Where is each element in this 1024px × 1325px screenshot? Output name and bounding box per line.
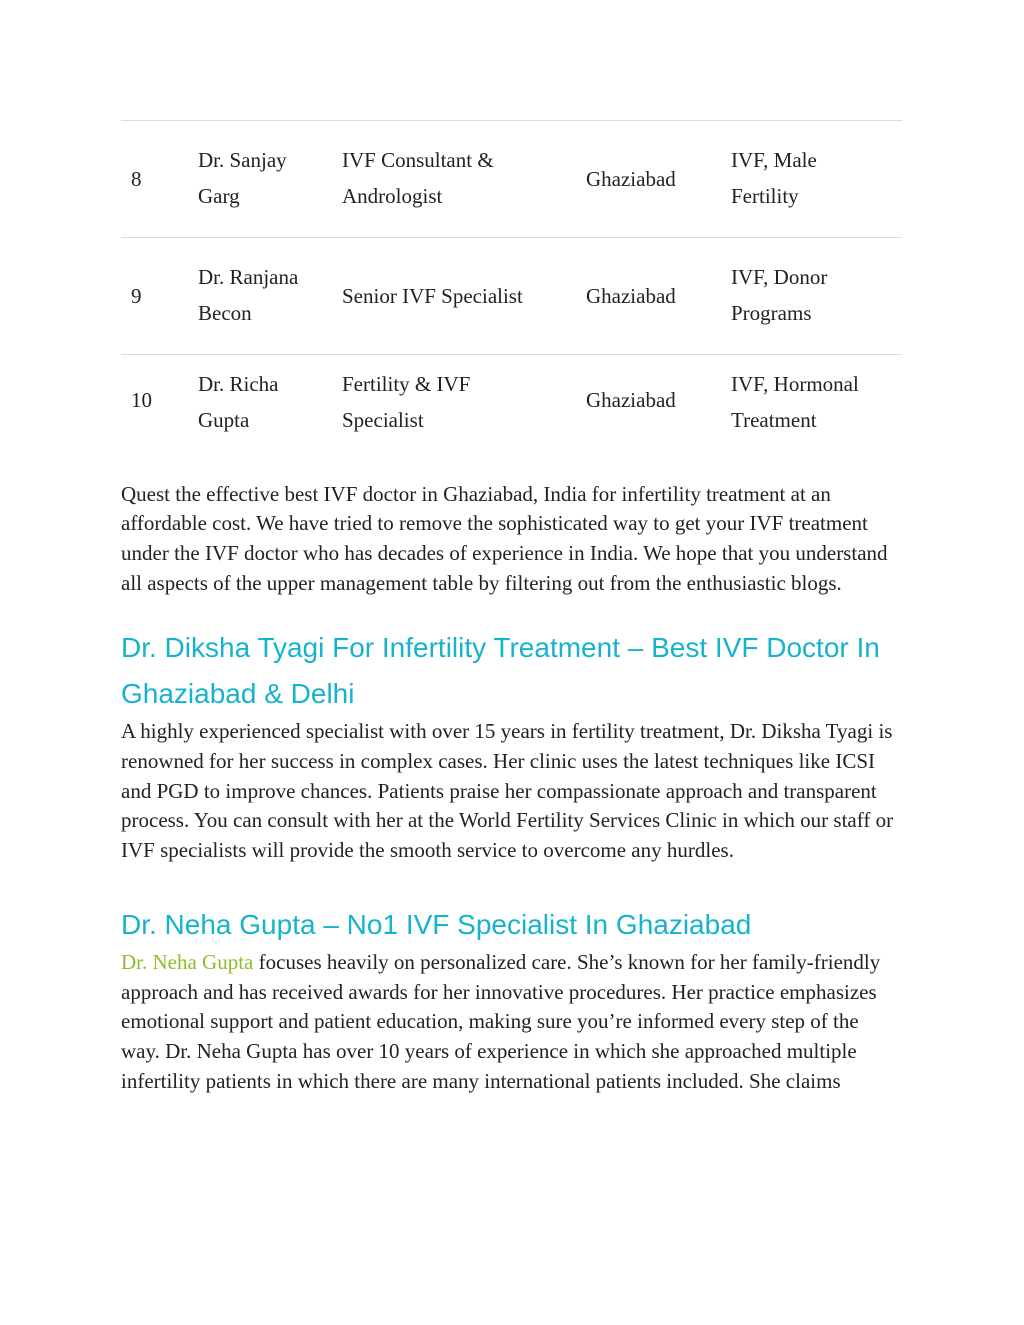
neha-gupta-link[interactable]: Dr. Neha Gupta [121, 949, 254, 974]
doctor-title-line2: Specialist [342, 407, 424, 432]
doctor-name-line1: Dr. Sanjay [198, 148, 287, 172]
doctor-specialty-line2: Programs [731, 301, 812, 325]
doctor-name-line2: Gupta [198, 407, 250, 432]
doctor-location: Ghaziabad [586, 355, 731, 445]
diksha-section-heading: Dr. Diksha Tyagi For Infertility Treatment – Best IVF Doctor In Ghaziabad & Delhi [121, 632, 880, 710]
doctor-name [198, 238, 342, 355]
document-page [121, 120, 902, 1096]
doctor-table [121, 120, 902, 445]
table-row [121, 238, 902, 355]
table-row [121, 121, 902, 238]
neha-section-heading: Dr. Neha Gupta – No1 IVF Specialist In Ghaziabad [121, 908, 752, 940]
doctor-title-line1: IVF Consultant & [342, 148, 494, 172]
row-number: 9 [121, 238, 198, 355]
doctor-specialty-line2: Fertility [731, 184, 799, 208]
doctor-name-line2: Becon [198, 301, 252, 325]
doctor-specialty-line1: IVF, Donor [731, 265, 828, 289]
table-row [121, 355, 902, 445]
doctor-title: Senior IVF Specialist [342, 238, 586, 355]
neha-section-body [121, 948, 902, 1097]
doctor-name-line2: Garg [198, 184, 240, 208]
doctor-name-line1: Dr. Richa [198, 371, 279, 396]
neha-section-body-text: focuses heavily on personalized care. She’s known for her family-friendly approach and has received awards for her innovative procedures. Her practice emphasizes emotional support and patient education, making sure you’re informed every step of the way. Dr. Neha Gupta has over 10 years of experience in which she approached multiple infertility patients in which there are many international patients included. She claims [121, 949, 881, 1093]
doctor-specialty [731, 238, 902, 355]
doctor-location: Ghaziabad [586, 238, 731, 355]
diksha-section-body: A highly experienced specialist with over 15 years in fertility treatment, Dr. Diksha Tyagi is renowned for her success in complex cases. Her clinic uses the latest techniques like ICSI and PGD to improve chances. Patients praise her compassionate approach and transparent process. You can consult with her at the World Fertility Services Clinic in which our staff or IVF specialists will provide the smooth service to overcome any hurdles. [121, 719, 894, 863]
doctor-specialty-line1: IVF, Hormonal [731, 371, 859, 396]
doctor-name-line1: Dr. Ranjana [198, 265, 299, 289]
doctor-specialty [731, 355, 902, 445]
doctor-title-line2: Andrologist [342, 184, 443, 208]
doctor-specialty [731, 121, 902, 238]
doctor-title [342, 121, 586, 238]
intro-paragraph: Quest the effective best IVF doctor in Ghaziabad, India for infertility treatment at an affordable cost. We have tried to remove the sophisticated way to get your IVF treatment under the IVF doctor who has decades of experience in India. We hope that you understand all aspects of the upper management table by filtering out from the enthusiastic blogs. [121, 481, 888, 595]
doctor-title-line1: Fertility & IVF [342, 371, 471, 396]
doctor-name [198, 355, 342, 445]
doctor-table-body [121, 121, 902, 445]
doctor-specialty-line1: IVF, Male [731, 148, 817, 172]
doctor-title [342, 355, 586, 445]
doctor-specialty-line2: Treatment [731, 407, 817, 432]
row-number: 8 [121, 121, 198, 238]
row-number: 10 [121, 355, 198, 445]
doctor-name [198, 121, 342, 238]
doctor-location: Ghaziabad [586, 121, 731, 238]
